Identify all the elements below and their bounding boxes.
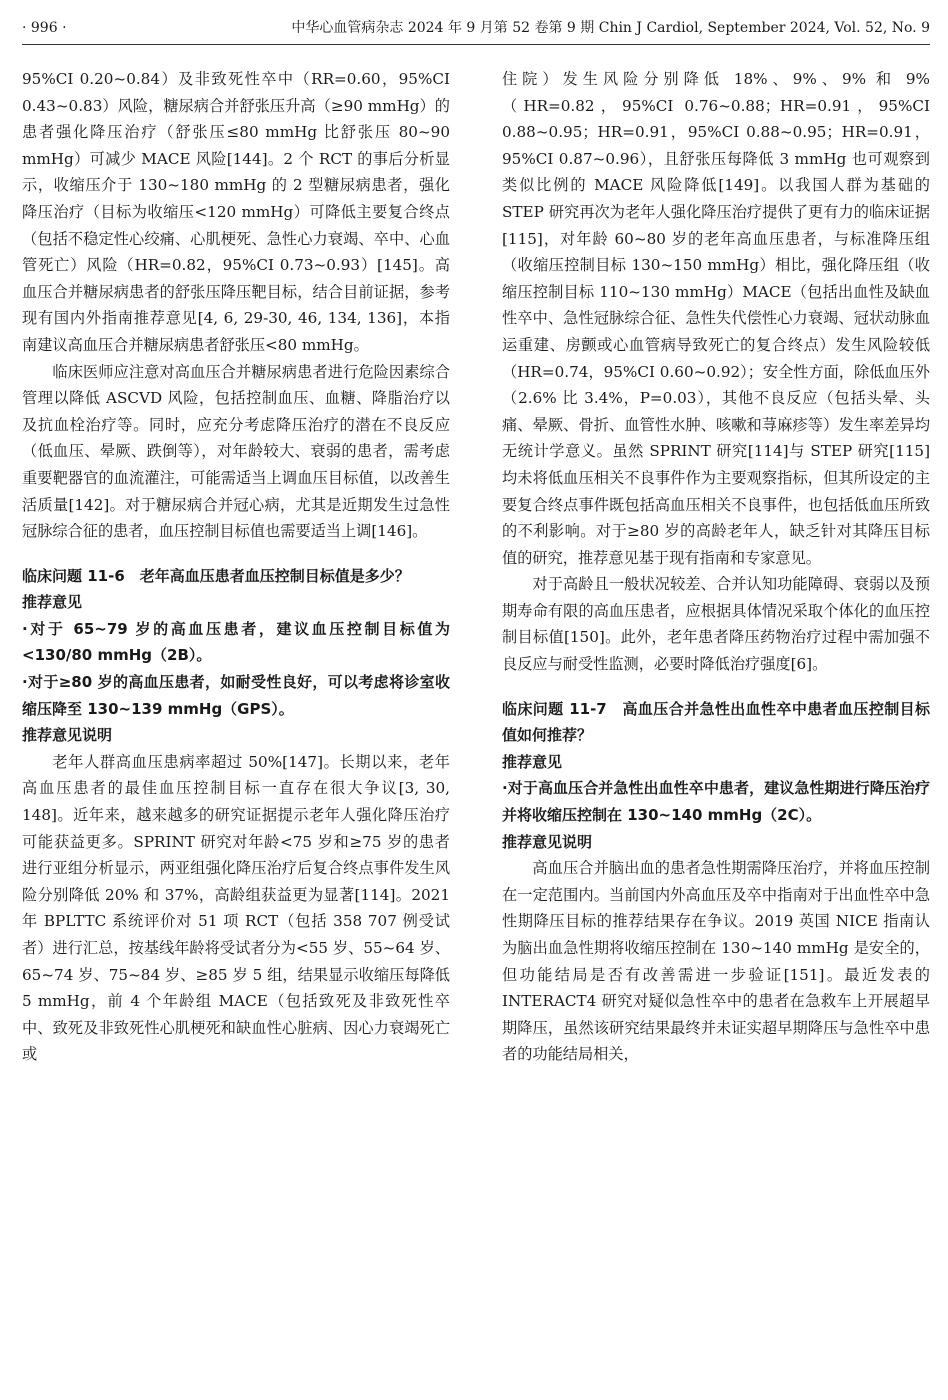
- recommendation-note-label: 推荐意见说明: [502, 832, 593, 851]
- left-column: [22, 66, 450, 1068]
- recommendation-item: ·对于≥80 岁的高血压患者，如耐受性良好，可以考虑将诊室收缩压降至 130~139 mmHg（GPS）。: [22, 673, 450, 718]
- paragraph: 住院）发生风险分别降低 18%、9%、9% 和 9%（HR=0.82，95%CI 0.76~0.88；HR=0.91，95%CI 0.88~0.95；HR=0.91，95%CI 0.88~0.95；HR=0.91，95%CI 0.87~0.96），且舒张压每降低 3 mmHg 也可观察到类似比例的 MACE 风险降低[149]。以我国人群为基础的 STEP 研究再次为老年人强化降压治疗提供了更有力的临床证据[115]，对年龄 60~80 岁的老年高血压患者，与标准降压组（收缩压控制目标 130~150 mmHg）相比，强化降压组（收缩压控制目标 110~130 mmHg）MACE（包括出血性及缺血性卒中、急性冠脉综合征、急性失代偿性心力衰竭、冠状动脉血运重建、房颤或心血管病导致死亡的复合终点）发生风险较低（HR=0.74，95%CI 0.60~0.92）；安全性方面，除低血压外（2.6% 比 3.4%，P=0.03），其他不良反应（包括头晕、头痛、晕厥、骨折、血管性水肿、咳嗽和荨麻疹等）发生率差异均无统计学意义。虽然 SPRINT 研究[114]与 STEP 研究[115]均未将低血压相关不良事件作为主要观察指标，但其所设定的主要复合终点事件既包括高血压相关不良事件，也包括低血压所致的不利影响。对于≥80 岁的高龄老年人，缺乏针对其降压目标值的研究，推荐意见基于现有指南和专家意见。: [502, 70, 930, 567]
- paragraph: 临床医师应注意对高血压合并糖尿病患者进行危险因素综合管理以降低 ASCVD 风险，包括控制血压、血糖、降脂治疗以及抗血栓治疗等。同时，应充分考虑降压治疗的潜在不良反应（低血压、晕厥、跌倒等），对年龄较大、衰弱的患者，需考虑重要靶器官的血流灌注，可能需适当上调血压目标值，以改善生活质量[142]。对于糖尿病合并冠心病，尤其是近期发生过急性冠脉综合征的患者，血压控制目标值也需要适当上调[146]。: [22, 362, 450, 541]
- recommendation-note-label: 推荐意见说明: [22, 726, 113, 745]
- recommendation-label: 推荐意见: [22, 593, 83, 612]
- paragraph: 对于高龄且一般状况较差、合并认知功能障碍、衰弱以及预期寿命有限的高血压患者，应根据具体情况采取个体化的血压控制目标值[150]。此外，老年患者降压药物治疗过程中需加强不良反应与耐受性监测，必要时降低治疗强度[6]。: [502, 575, 930, 674]
- recommendation-item: ·对于高血压合并急性出血性卒中患者，建议急性期进行降压治疗并将收缩压控制在 130~140 mmHg（2C）。: [502, 779, 930, 825]
- paragraph: 老年人群高血压患病率超过 50%[147]。长期以来，老年高血压患者的最佳血压控制目标一直存在很大争议[3, 30, 148]。近年来，越来越多的研究证据提示老年人强化降压治疗可能获益更多。SPRINT 研究对年龄<75 岁和≥75 岁的患者进行亚组分析显示，两亚组强化降压治疗后复合终点事件发生风险分别降低 20% 和 37%，高龄组获益更为显著[114]。2021 年 BPLTTC 系统评价对 51 项 RCT（包括 358 707 例受试者）进行汇总，按基线年龄将受试者分为<55 岁、55~64 岁、65~74 岁、75~84 岁、≥85 岁 5 组，结果显示收缩压每降低 5 mmHg，前 4 个年龄组 MACE（包括致死及非致死性卒中、致死及非致死性心肌梗死和缺血性心脏病、因心力衰竭死亡或: [22, 752, 450, 1064]
- page-number: · 996 ·: [22, 20, 67, 36]
- paragraph: 高血压合并脑出血的患者急性期需降压治疗，并将血压控制在一定范围内。当前国内外高血压及卒中指南对于出血性卒中急性期降压目标的推荐结果存在争议。2019 英国 NICE 指南认为脑出血急性期将收缩压控制在 130~140 mmHg 是安全的，但功能结局是否有改善需进一步验证[151]。最近发表的 INTERACT4 研究对疑似急性卒中的患者在急救车上开展超早期降压，虽然该研究结果最终并未证实超早期降压与急性卒中患者的功能结局相关，: [502, 859, 930, 1064]
- clinical-question-heading: 临床问题 11-7 高血压合并急性出血性卒中患者血压控制目标值如何推荐？: [502, 699, 930, 745]
- right-column: [502, 66, 930, 1068]
- journal-citation: 中华心血管病杂志 2024 年 9 月第 52 卷第 9 期 Chin J Cardiol, September 2024, Vol. 52, No. 9: [291, 20, 930, 36]
- recommendation-label: 推荐意见: [502, 752, 563, 771]
- recommendation-item: ·对于 65~79 岁的高血压患者，建议血压控制目标值为<130/80 mmHg（2B）。: [22, 619, 450, 665]
- running-header: [22, 14, 930, 45]
- clinical-question-heading: 临床问题 11-6 老年高血压患者血压控制目标值是多少？: [22, 566, 410, 585]
- paragraph: 95%CI 0.20~0.84）及非致死性卒中（RR=0.60，95%CI 0.43~0.83）风险，糖尿病合并舒张压升高（≥90 mmHg）的患者强化降压治疗（舒张压≤80 mmHg 比舒张压 80~90 mmHg）可减少 MACE 风险[144]。2 个 RCT 的事后分析显示，收缩压介于 130~180 mmHg 的 2 型糖尿病患者，强化降压治疗（目标为收缩压<120 mmHg）可降低主要复合终点（包括不稳定性心绞痛、心肌梗死、急性心力衰竭、卒中、心血管死亡）风险（HR=0.82，95%CI 0.73~0.93）[145]。高血压合并糖尿病患者的舒张压降压靶目标，结合目前证据，参考现有国内外指南推荐意见[4, 6, 29-30, 46, 134, 136]，本指南建议高血压合并糖尿病患者舒张压<80 mmHg。: [22, 70, 450, 354]
